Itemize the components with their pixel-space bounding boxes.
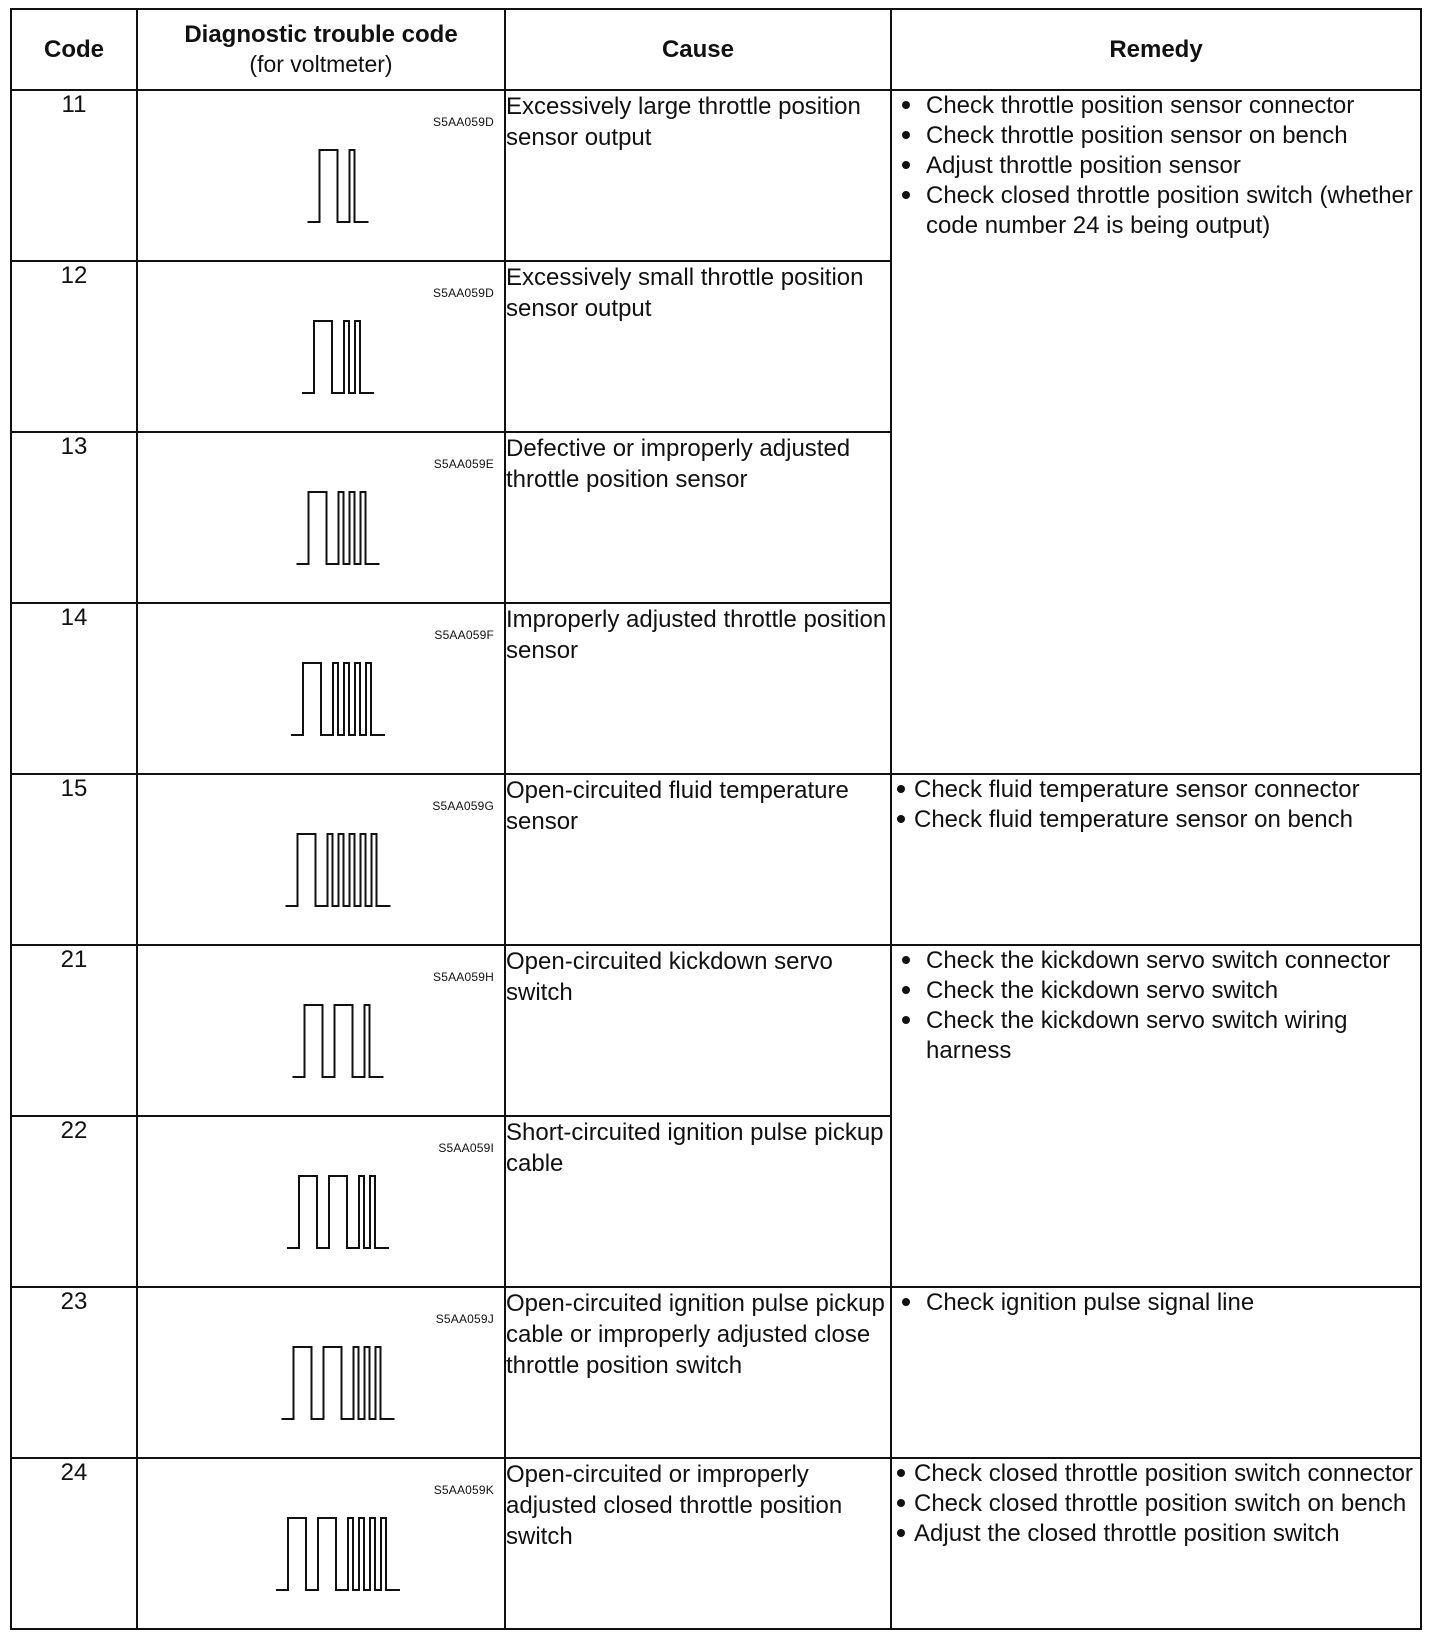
header-remedy: Remedy	[891, 9, 1421, 90]
remedy-item: Check throttle position sensor on bench	[892, 121, 1420, 151]
cause-cell: Open-circuited ignition pulse pickup cable or improperly adjusted close throttle position switch	[505, 1287, 891, 1458]
figure-ref: S5AA059K	[433, 1483, 494, 1497]
remedy-list	[892, 1459, 1420, 1549]
waveform-cell	[137, 261, 505, 432]
remedy-cell	[891, 1287, 1421, 1458]
waveform-cell	[137, 1458, 505, 1629]
waveform-diagram	[238, 317, 438, 402]
figure-ref: S5AA059I	[438, 1141, 494, 1155]
waveform-cell	[137, 945, 505, 1116]
code-cell: 14	[11, 603, 137, 774]
remedy-item: Check the kickdown servo switch connector	[892, 946, 1420, 976]
header-dtc-subtitle: (for voltmeter)	[249, 51, 393, 77]
code-cell: 15	[11, 774, 137, 945]
waveform-diagram	[238, 146, 438, 231]
remedy-list	[892, 1288, 1420, 1318]
remedy-item: Check throttle position sensor connector	[892, 91, 1420, 121]
cause-cell: Open-circuited fluid temperature sensor	[505, 774, 891, 945]
figure-ref: S5AA059E	[433, 457, 494, 471]
table-row	[11, 1458, 1421, 1629]
cause-cell: Excessively large throttle position sensor output	[505, 90, 891, 261]
remedy-item: Check closed throttle position switch connector	[892, 1459, 1420, 1489]
code-cell: 21	[11, 945, 137, 1116]
figure-ref: S5AA059J	[435, 1312, 494, 1326]
remedy-item: Check ignition pulse signal line	[892, 1288, 1420, 1318]
remedy-item: Adjust the closed throttle position switch	[892, 1519, 1420, 1549]
pulse-waveform	[287, 1176, 389, 1248]
cause-cell: Excessively small throttle position sensor output	[505, 261, 891, 432]
pulse-waveform	[302, 321, 374, 393]
table-row	[11, 1287, 1421, 1458]
waveform-cell	[137, 774, 505, 945]
waveform-cell	[137, 1116, 505, 1287]
remedy-cell	[891, 1458, 1421, 1629]
remedy-cell	[891, 90, 1421, 774]
table-row	[11, 90, 1421, 261]
figure-ref: S5AA059D	[433, 115, 494, 129]
code-cell: 13	[11, 432, 137, 603]
cause-cell: Improperly adjusted throttle position sensor	[505, 603, 891, 774]
header-dtc	[137, 9, 505, 90]
waveform-diagram	[238, 830, 438, 915]
waveform-diagram	[238, 659, 438, 744]
pulse-waveform	[291, 663, 385, 735]
pulse-waveform	[297, 492, 380, 564]
header-row	[11, 9, 1421, 90]
table-row	[11, 945, 1421, 1116]
header-cause: Cause	[505, 9, 891, 90]
remedy-list	[892, 91, 1420, 241]
waveform-cell	[137, 603, 505, 774]
waveform-diagram	[238, 1343, 438, 1428]
waveform-cell	[137, 1287, 505, 1458]
cause-cell: Open-circuited or improperly adjusted closed throttle position switch	[505, 1458, 891, 1629]
remedy-item: Check fluid temperature sensor on bench	[892, 805, 1420, 835]
code-cell: 23	[11, 1287, 137, 1458]
header-dtc-title: Diagnostic trouble code	[184, 21, 458, 48]
remedy-item: Check closed throttle position switch (whether code number 24 is being output)	[892, 181, 1420, 241]
cause-cell: Short-circuited ignition pulse pickup cable	[505, 1116, 891, 1287]
code-cell: 24	[11, 1458, 137, 1629]
pulse-waveform	[308, 150, 369, 222]
code-cell: 12	[11, 261, 137, 432]
remedy-item: Check closed throttle position switch on bench	[892, 1489, 1420, 1519]
remedy-item: Check fluid temperature sensor connector	[892, 775, 1420, 805]
remedy-item: Check the kickdown servo switch wiring harness	[892, 1006, 1420, 1066]
pulse-waveform	[276, 1518, 400, 1590]
remedy-item: Adjust throttle position sensor	[892, 151, 1420, 181]
pulse-waveform	[282, 1347, 395, 1419]
figure-ref: S5AA059H	[433, 970, 494, 984]
cause-cell: Open-circuited kickdown servo switch	[505, 945, 891, 1116]
figure-ref: S5AA059D	[433, 286, 494, 300]
table-row	[11, 774, 1421, 945]
pulse-waveform	[293, 1005, 384, 1077]
remedy-item: Check the kickdown servo switch	[892, 976, 1420, 1006]
figure-ref: S5AA059F	[434, 628, 494, 642]
remedy-list	[892, 946, 1420, 1066]
waveform-cell	[137, 90, 505, 261]
waveform-diagram	[238, 1172, 438, 1257]
waveform-cell	[137, 432, 505, 603]
code-cell: 11	[11, 90, 137, 261]
figure-ref: S5AA059G	[432, 799, 494, 813]
waveform-diagram	[238, 488, 438, 573]
remedy-cell	[891, 945, 1421, 1287]
diagnostic-code-table	[10, 8, 1422, 1630]
waveform-diagram	[238, 1514, 438, 1599]
pulse-waveform	[286, 834, 391, 906]
waveform-diagram	[238, 1001, 438, 1086]
code-cell: 22	[11, 1116, 137, 1287]
remedy-list	[892, 775, 1420, 835]
remedy-cell	[891, 774, 1421, 945]
header-code: Code	[11, 9, 137, 90]
cause-cell: Defective or improperly adjusted throttle position sensor	[505, 432, 891, 603]
